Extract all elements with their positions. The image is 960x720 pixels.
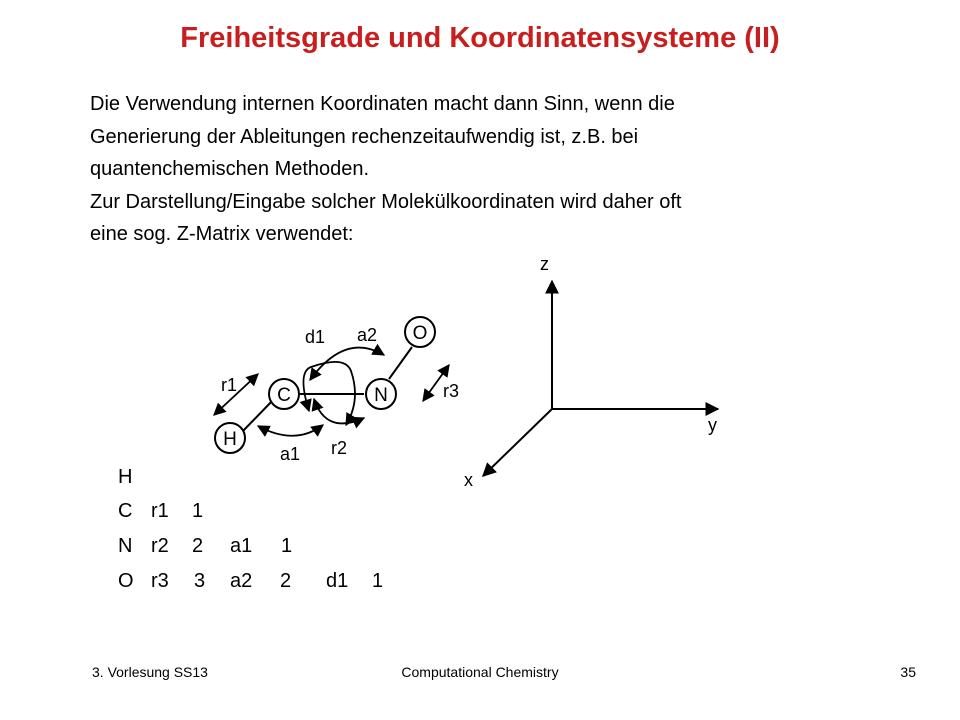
slide-title: Freiheitsgrade und Koordinatensysteme (II) xyxy=(180,22,780,54)
body-line: Generierung der Ableitungen rechenzeitaufwendig ist, z.B. bei xyxy=(90,125,639,148)
zmatrix-cell: O xyxy=(118,570,134,592)
zmatrix-cell: 1 xyxy=(372,570,384,592)
zmatrix-cell: r2 xyxy=(151,535,169,557)
axis-x-label: x xyxy=(464,470,473,490)
body-line: Die Verwendung internen Koordinaten macht dann Sinn, wenn die xyxy=(90,93,675,115)
atom-h xyxy=(215,423,245,453)
atom-c-label: C xyxy=(277,385,291,406)
axis-z-label: z xyxy=(540,254,549,274)
bond-n-o xyxy=(389,347,412,379)
zmatrix-cell: C xyxy=(118,500,133,522)
atom-n-label: N xyxy=(374,385,388,406)
zmatrix-cell: r3 xyxy=(151,570,169,592)
atom-o xyxy=(405,317,435,347)
atom-o-label: O xyxy=(412,323,428,344)
zmatrix-cell: d1 xyxy=(326,570,349,592)
axis-y-label: y xyxy=(708,415,717,435)
a1-arrow xyxy=(258,425,323,436)
zmatrix-cell: a1 xyxy=(230,535,253,557)
zmatrix-cell: 1 xyxy=(192,500,204,522)
zmatrix-cell: 3 xyxy=(194,570,206,592)
footer-lecture: 3. Vorlesung SS13 xyxy=(92,664,208,680)
atom-c xyxy=(269,379,299,409)
zmatrix-cell: 1 xyxy=(281,535,293,557)
label-a1: a1 xyxy=(280,444,301,464)
zmatrix-cell: 2 xyxy=(192,535,204,557)
zmatrix-cell: H xyxy=(118,466,133,488)
body-line: quantenchemischen Methoden. xyxy=(90,158,370,180)
label-r2: r2 xyxy=(331,438,348,458)
zmatrix-cell: N xyxy=(118,535,133,557)
zmatrix-cell: 2 xyxy=(280,570,292,592)
label-r3: r3 xyxy=(443,381,460,401)
axes xyxy=(464,254,718,490)
label-r1: r1 xyxy=(221,375,238,395)
atom-h-label: H xyxy=(223,429,237,450)
zmatrix-cell: a2 xyxy=(230,570,253,592)
label-a2: a2 xyxy=(357,325,378,345)
r2-arrow xyxy=(314,399,364,423)
body-line: Zur Darstellung/Eingabe solcher Molekülkoordinaten wird daher oft xyxy=(90,190,682,213)
footer-page-number: 35 xyxy=(900,664,916,680)
atom-n xyxy=(366,379,396,409)
footer-course: Computational Chemistry xyxy=(401,664,559,680)
zmatrix-cell: r1 xyxy=(151,500,169,522)
body-line: eine sog. Z-Matrix verwendet: xyxy=(90,223,354,245)
axis-x xyxy=(483,409,552,476)
label-d1: d1 xyxy=(305,327,326,347)
